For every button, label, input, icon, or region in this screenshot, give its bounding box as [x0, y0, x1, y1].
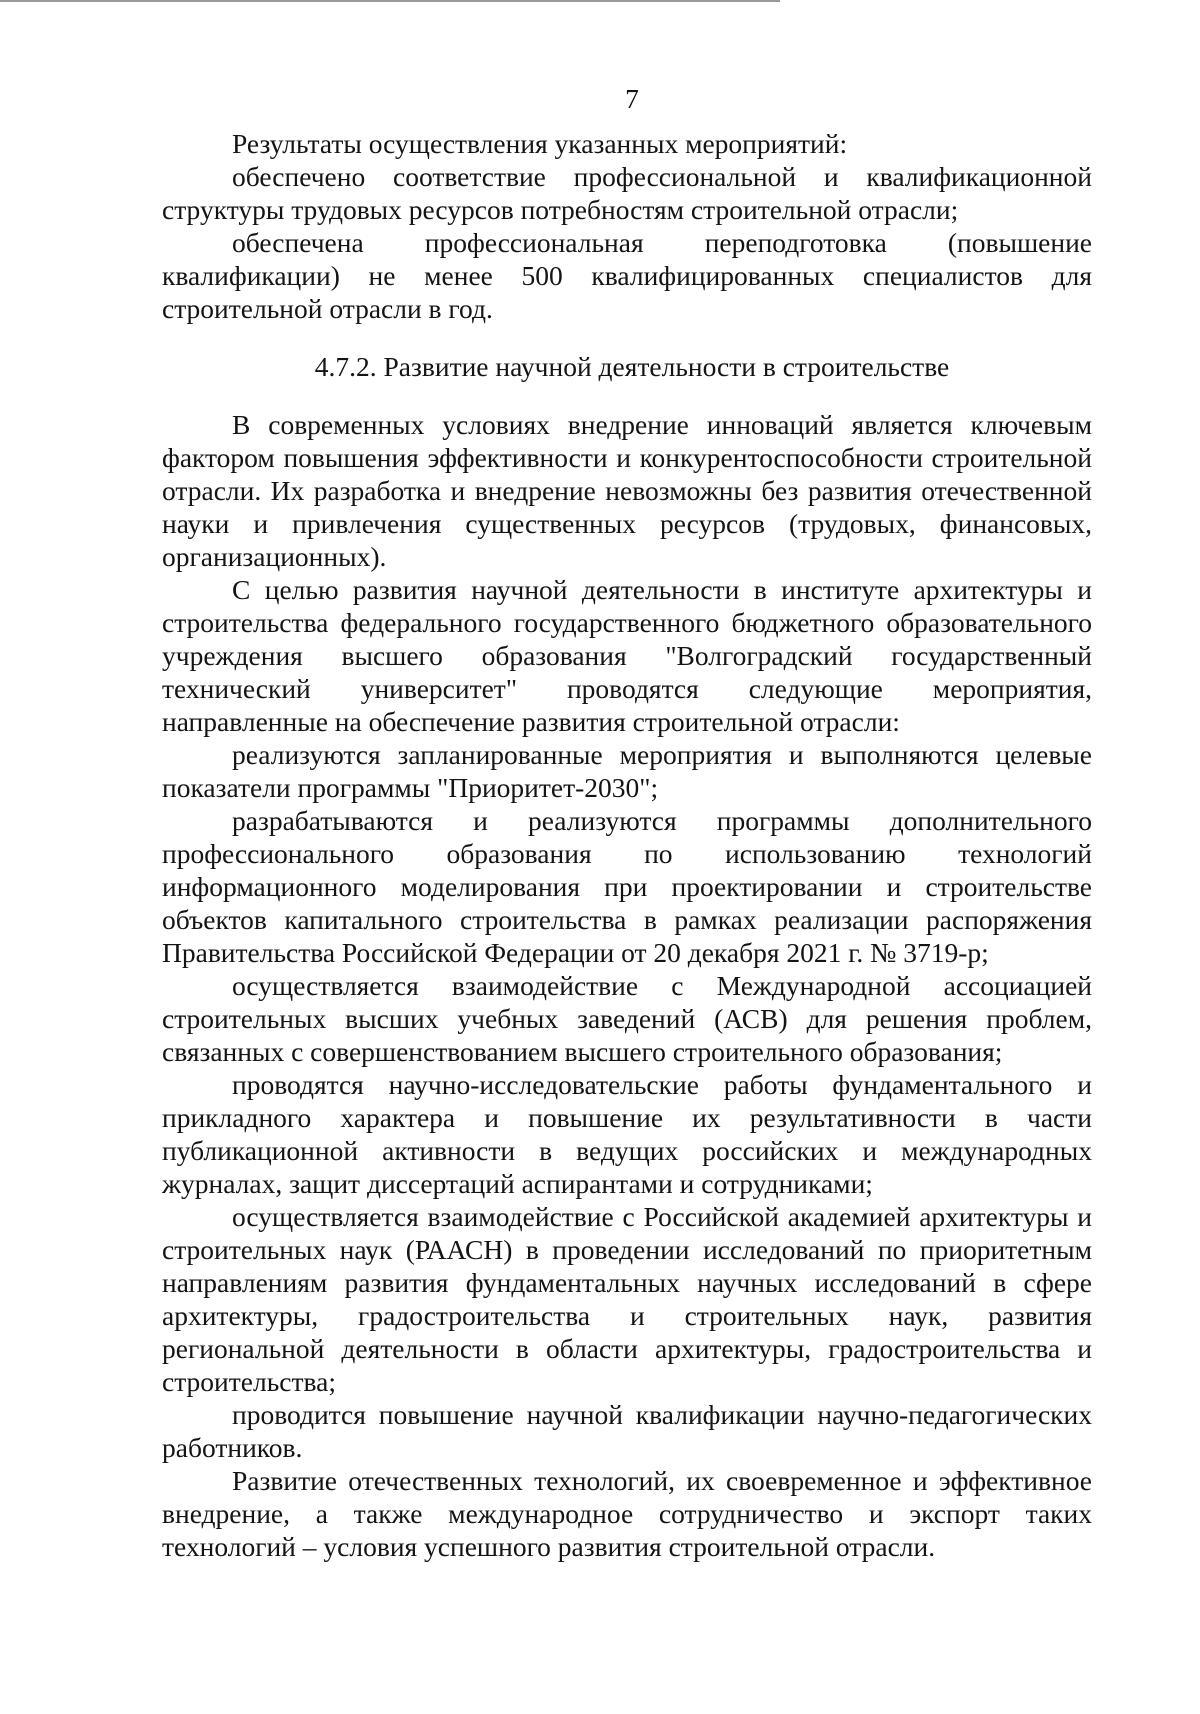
paragraph-results-structure: обеспечено соответствие профессиональной и квалификационной структуры трудовых ресурсов потребностям строительной отрасли; — [162, 161, 1092, 225]
document-page — [162, 82, 1092, 1563]
paragraph-qualification: проводится повышение научной квалификации научно-педагогических работников. — [162, 1399, 1092, 1463]
paragraph-raasn: осуществляется взаимодействие с Российской академией архитектуры и строительных наук (РААСН) в проведении исследований по приоритетным направлениям развития фундаментальных научных исследований в сфере архитектуры, градостроительства и строительных наук, развития региональной деятельности в области архитектуры, градостроительства и строительства; — [162, 1201, 1092, 1397]
paragraph-university: С целью развития научной деятельности в институте архитектуры и строительства федерального государственного бюджетного образовательного учреждения высшего образования "Волгоградский государственный технический университет" проводятся следующие мероприятия, направленные на обеспечение развития строительной отрасли: — [162, 574, 1092, 737]
paragraph-results-retraining: обеспечена профессиональная переподготовка (повышение квалификации) не менее 500 квалифицированных специалистов для строительной отрасли в год. — [162, 227, 1092, 324]
paragraph-asv: осуществляется взаимодействие с Международной ассоциацией строительных высших учебных заведений (АСВ) для решения проблем, связанных с совершенствованием высшего строительного образования; — [162, 970, 1092, 1067]
page-number: 7 — [625, 83, 639, 114]
scan-edge-line — [0, 0, 780, 2]
paragraph-bim-programs: разрабатываются и реализуются программы дополнительного профессионального образования по использованию технологий информационного моделирования при проектировании и строительстве объектов капитального строительства в рамках реализации распоряжения Правительства Российской Федерации от 20 декабря 2021 г. № 3719-р; — [162, 805, 1092, 968]
paragraph-research-works: проводятся научно-исследовательские работы фундаментального и прикладного характера и повышение их результативности в части публикационной активности в ведущих российских и международных журналах, защит диссертаций аспирантами и сотрудниками; — [162, 1069, 1092, 1199]
section-heading: 4.7.2. Развитие научной деятельности в строительстве — [314, 351, 950, 382]
paragraph-innovation: В современных условиях внедрение инноваций является ключевым фактором повышения эффективности и конкурентоспособности строительной отрасли. Их разработка и внедрение невозможны без развития отечественной науки и привлечения существенных ресурсов (трудовых, финансовых, организационных). — [162, 409, 1092, 572]
paragraph-conclusion: Развитие отечественных технологий, их своевременное и эффективное внедрение, а также международное сотрудничество и экспорт таких технологий – условия успешного развития строительной отрасли. — [162, 1465, 1092, 1562]
paragraph-results-intro: Результаты осуществления указанных мероприятий: — [232, 128, 848, 159]
paragraph-priority-2030: реализуются запланированные мероприятия и выполняются целевые показатели программы "Приоритет-2030"; — [162, 739, 1092, 803]
